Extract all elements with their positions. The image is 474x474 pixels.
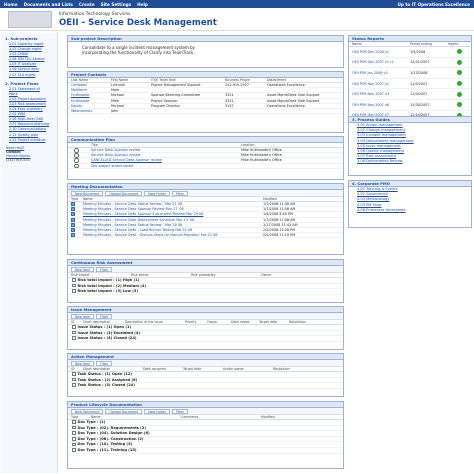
- process_guides-item[interactable]: 3.06 Quality management: [357, 149, 405, 154]
- top-nav-item[interactable]: Site Settings: [100, 1, 132, 7]
- contact-cell: 3321: [225, 93, 234, 98]
- contact-phone: (212) 919-3157: [6, 158, 31, 163]
- expand-icon[interactable]: [72, 278, 76, 282]
- toolbar-button[interactable]: Filter: [96, 267, 112, 272]
- toolbar-button[interactable]: Upload Document: [105, 409, 142, 414]
- meeting-doc-modified: 1/7/2008 11:38 AM: [263, 202, 296, 206]
- status-report-period: 11/30/2007: [410, 102, 430, 107]
- document-icon: [71, 218, 75, 222]
- sidebar-item[interactable]: 1.05 IT Analyzer: [9, 62, 37, 67]
- actions-column-header[interactable]: Target date: [183, 367, 202, 371]
- top-nav: [4, 2, 154, 7]
- contact-cell: [267, 88, 337, 92]
- process-guides-heading: 3. Process Guides: [349, 117, 471, 123]
- top-nav-bar: [0, 0, 474, 8]
- description-heading: Sub-project Description: [68, 36, 343, 42]
- contact-cell: Asset Mgmt/Desk Side Support: [267, 93, 320, 98]
- expand-icon[interactable]: [72, 448, 76, 452]
- communication-heading: Communication Plan: [68, 137, 343, 143]
- lifecycle-column-header[interactable]: Type: [71, 415, 79, 419]
- sidebar-item[interactable]: 2.07 Resource planning: [9, 122, 49, 127]
- document-icon: [71, 228, 75, 232]
- status-report-period: 1/13/2008: [410, 70, 428, 75]
- contact-cell[interactable]: Campbell: [71, 83, 88, 87]
- risk-column-header[interactable]: Risk probability: [191, 273, 216, 277]
- contact-name[interactable]: Michael Kaplan: [6, 154, 31, 159]
- issue-panel: [67, 306, 344, 350]
- group-label: Issue Status : (1) Open (1): [77, 325, 132, 329]
- contact-cell: Operations Excellence: [267, 103, 305, 108]
- lifecycle-column-header[interactable]: Modified: [261, 415, 275, 419]
- risk-column-header[interactable]: Risk status: [131, 273, 149, 277]
- corporate-panel: [348, 180, 472, 228]
- status-col-period[interactable]: Period ending: [410, 42, 432, 46]
- process_guides-item[interactable]: 3.07 Risk assessment: [357, 154, 397, 159]
- description-text: Consolidate to a single incident management system by incorporating the functionality of Clarify into TeamTrack.: [82, 45, 195, 55]
- sidebar-item[interactable]: 2.11 Quality plan: [9, 132, 39, 137]
- meeting-doc-name[interactable]: Meeting Minutes - Service Desk - Discuss Steps for Manual Migration Feb 21 08: [83, 233, 218, 238]
- issues-column-header[interactable]: Date raised: [231, 320, 250, 324]
- status-col-health[interactable]: Health: [448, 42, 459, 46]
- contact-cell: [225, 109, 267, 113]
- toolbar-button[interactable]: Filter: [172, 409, 188, 414]
- recurring-event-icon: [74, 153, 79, 158]
- process-guides-panel: [348, 116, 472, 176]
- doc-type-cell: [71, 218, 83, 222]
- group-label: Doc Type : (08). Construction (2): [77, 436, 144, 441]
- contact-cell: 3321: [225, 98, 234, 103]
- corporate-item[interactable]: 4.04 Methodology: [357, 197, 390, 202]
- toolbar-button[interactable]: New Document: [71, 409, 103, 414]
- sidebar-item[interactable]: 2.06 High-level OBS: [9, 117, 43, 122]
- toolbar-button[interactable]: Filter: [172, 191, 188, 196]
- status-report-name[interactable]: OEII PSR Jan 2008 v3: [352, 70, 388, 75]
- group-label: Issue Status : (3) Escalated (4): [77, 330, 141, 335]
- contact-cell: Operations Excellence: [267, 83, 305, 87]
- contact-cell: [151, 88, 225, 92]
- site-logo: [8, 11, 52, 28]
- group-row[interactable]: [68, 289, 343, 295]
- meeting-docs-heading: Meeting Documentation: [68, 184, 343, 190]
- status-reports-panel: [348, 35, 472, 122]
- contact-cell: [267, 109, 337, 113]
- lifecycle-column-header[interactable]: Name: [91, 415, 101, 419]
- actions-column-header[interactable]: Action owner: [223, 367, 244, 371]
- contacts-column-header[interactable]: First Name: [111, 78, 129, 82]
- status-report-row: [349, 79, 471, 90]
- expand-icon[interactable]: [72, 284, 76, 288]
- issues-column-header[interactable]: Priority: [185, 320, 197, 324]
- sidebar-item[interactable]: 1.03 CMDB: [9, 52, 28, 57]
- expand-icon[interactable]: [72, 378, 76, 382]
- toolbar-button[interactable]: New Folder: [144, 409, 170, 414]
- status-report-row: [349, 68, 471, 79]
- lifecycle-toolbar: [68, 408, 343, 415]
- process_guides-item[interactable]: 3.02 Change management: [357, 128, 406, 133]
- comm-col-location[interactable]: Location: [241, 143, 255, 147]
- contact-cell: Project Management Support: [151, 83, 201, 87]
- contact-cell: 3157: [225, 103, 234, 108]
- expand-icon[interactable]: [72, 383, 76, 387]
- recurring-event-icon: [74, 158, 79, 163]
- actions-column-header[interactable]: Short description: [83, 367, 111, 371]
- communication-location: Mike Hulthwaite's Office: [241, 148, 282, 152]
- actions-column-header[interactable]: Resolution: [273, 367, 290, 371]
- recurring-event-icon: [74, 164, 79, 169]
- expand-icon[interactable]: [72, 372, 76, 376]
- toolbar-button[interactable]: Upload Document: [105, 191, 142, 196]
- contacts-column-header[interactable]: ITOE Team Role: [151, 78, 176, 82]
- group-label: Risk total impact : (1) High (1): [77, 278, 140, 282]
- status-reports-heading: Status Reports: [349, 36, 471, 42]
- sidebar-item[interactable]: 1.01 Capacity mgmt: [9, 42, 44, 46]
- sidebar-item[interactable]: 2.04 Exec summary: [9, 107, 43, 112]
- contact-cell[interactable]: Mahlbeck: [71, 88, 88, 93]
- corporate-heading: 4. Corporate PMO: [349, 181, 471, 187]
- issue-toolbar: [68, 313, 343, 320]
- sidebar-item[interactable]: 2.01 Statement of Work: [9, 86, 40, 96]
- corporate-item[interactable]: 4.01 Training & Events: [357, 187, 398, 191]
- status-report-name[interactable]: OEII PSR Nov 2007 v3: [352, 92, 390, 97]
- meeting-doc-modified: 1/7/2008 11:58 AM: [263, 217, 296, 222]
- contact-cell: Project Sponsor: [151, 98, 178, 103]
- meeting-doc-modified: 1/4/2008 4:45 PM: [263, 212, 293, 217]
- contact-cell[interactable]: Waanszmotc: [71, 108, 93, 113]
- expand-icon[interactable]: [72, 431, 76, 435]
- top-nav-item[interactable]: Home: [4, 1, 18, 7]
- action-panel: [67, 353, 344, 397]
- contact-cell: John: [111, 108, 119, 113]
- group-label: Doc Type : (11). Training (15): [77, 447, 137, 452]
- group-label: Task Status : (3) Closed (24): [77, 383, 135, 388]
- contact-cell: Michael: [111, 103, 124, 108]
- toolbar-button[interactable]: Filter: [96, 361, 112, 366]
- group-row[interactable]: [68, 448, 343, 454]
- toolbar-button[interactable]: New Item: [71, 314, 94, 319]
- sidebar-item[interactable]: 2.05 WBS: [9, 112, 26, 117]
- status-report-name[interactable]: OEII PSR Nov 2007 v6: [352, 102, 390, 107]
- process_guides-item[interactable]: 3.04 Deliverables management: [357, 138, 414, 143]
- top-nav-item[interactable]: Help: [137, 1, 148, 7]
- status-report-row: [349, 58, 471, 69]
- corporate-item[interactable]: 4.06 Primavera timesheets: [357, 207, 406, 212]
- sidebar-item[interactable]: 1.06 Service desk: [9, 67, 40, 72]
- sidebar-item[interactable]: 2.12 Project schedule: [9, 137, 46, 142]
- health-indicator-icon: [457, 49, 462, 54]
- contact-cell: 212-919-2927: [225, 83, 250, 87]
- sidebar-section-heading[interactable]: 2. Project Plans: [5, 80, 39, 86]
- sync-icon: [71, 164, 91, 168]
- toolbar-button[interactable]: New Folder: [144, 191, 170, 196]
- communication-title[interactable]: Service Desk-Sponsor review: [91, 148, 141, 152]
- communication-panel: [67, 136, 344, 180]
- contact-cell: Lorraine: [111, 83, 125, 87]
- status-report-name[interactable]: OEII PSR Dec 2007 v1 r1: [352, 60, 394, 65]
- status-report-row: [349, 47, 471, 58]
- sidebar-item[interactable]: 1.02 Change mgmt: [9, 47, 42, 52]
- meeting-col-name[interactable]: Name: [83, 197, 93, 201]
- expand-icon[interactable]: [72, 336, 76, 340]
- contacts-heading: Project Contacts: [68, 72, 343, 78]
- document-icon: [71, 212, 75, 216]
- meeting-doc-name[interactable]: Meeting Minutes - Service Desk Sponsor Sub-project Review Mar 29 08: [83, 212, 204, 217]
- document-icon: [71, 207, 75, 211]
- expand-icon[interactable]: [72, 289, 76, 293]
- status-report-name[interactable]: OEII PSR Nov 2007 v1: [352, 81, 390, 86]
- expand-icon[interactable]: [72, 437, 76, 441]
- status-report-row: [349, 89, 471, 100]
- group-label: Task Status : (2) Assigned (8): [77, 377, 138, 382]
- sidebar-section-heading[interactable]: 1. Sub-projects: [5, 36, 38, 41]
- issues-column-header[interactable]: Target date: [259, 320, 278, 324]
- health-indicator-icon: [457, 81, 462, 86]
- toolbar-button[interactable]: New Document: [71, 191, 103, 196]
- communication-location: Mike Hulthwaite's Office: [241, 158, 282, 163]
- contacts-column-header[interactable]: Department: [267, 78, 287, 82]
- issues-column-header[interactable]: Owner: [207, 320, 218, 324]
- meeting-doc-name[interactable]: Meeting Minutes - Service Desk Status Review - Mar 28 08: [83, 222, 183, 227]
- communication-location: Mike Hulthwaite's Office: [241, 153, 282, 158]
- meeting-docs-panel: [67, 183, 344, 255]
- sidebar-item[interactable]: 1.07 SLA mgmt: [9, 72, 36, 77]
- contacts-column-header[interactable]: Last Name: [71, 78, 89, 82]
- corporate-item[interactable]: 4.05 PM Tools: [357, 202, 382, 207]
- communication-title[interactable]: Service Desk-Sponsor review: [91, 153, 141, 158]
- left-sidebar: [1, 33, 58, 473]
- status-report-name[interactable]: OEII PSR Dec 2008 v1: [352, 49, 390, 54]
- sidebar-item[interactable]: 2.03 Risk assessment: [9, 101, 46, 106]
- group-row[interactable]: [68, 336, 343, 342]
- issue-heading: Issue Management: [68, 307, 343, 313]
- doc-type-cell: [71, 202, 83, 206]
- risk-column-header[interactable]: Risk impact: [71, 273, 90, 277]
- document-icon: [71, 223, 75, 227]
- document-icon: [71, 202, 75, 206]
- meeting-doc-modified: 2/4/2008 11:19 PM: [263, 233, 296, 238]
- toolbar-button[interactable]: Filter: [96, 314, 112, 319]
- description-panel: [67, 35, 344, 68]
- doc-type-cell: [71, 223, 83, 227]
- action-heading: Action Management: [68, 354, 343, 360]
- contact-cell: Program Director: [151, 103, 181, 108]
- group-label: Doc Type : (02). Requirements (2): [77, 425, 146, 430]
- issues-column-header[interactable]: Short description: [83, 320, 111, 324]
- health-indicator-icon: [457, 60, 462, 65]
- top-nav-item[interactable]: Create: [78, 1, 95, 7]
- issues-column-header[interactable]: Description of the issue: [125, 320, 163, 324]
- contact-cell: Mike: [111, 98, 119, 103]
- contact-cell: Michael: [111, 93, 124, 98]
- lifecycle-heading: Product Lifecycle Documentation: [68, 402, 343, 408]
- health-indicator-icon: [457, 102, 462, 107]
- meeting-doc-name[interactable]: Meeting Minutes - Service Desk Sponsor Review Mar 17 '08: [83, 207, 184, 212]
- meeting-doc-modified: 1/7/2008 11:58 AM: [263, 207, 296, 212]
- meeting-col-type[interactable]: Type: [71, 197, 79, 201]
- health-indicator-icon: [457, 92, 462, 97]
- risk-heading: Continuous Risk Assessment: [68, 260, 343, 266]
- group-label: Doc Type : (1): [77, 420, 106, 424]
- group-label: Doc Type : (04). Solution Design (6): [77, 431, 150, 436]
- status-report-period: 11/9/2007: [410, 92, 428, 97]
- corporate-item[interactable]: 4.02 Governance: [357, 192, 388, 197]
- contact-cell[interactable]: Hulthwaite: [71, 93, 90, 98]
- lifecycle-panel: [67, 401, 344, 469]
- meeting-doc-name[interactable]: Meeting Minutes - Service Desk - Load Runner Testing Feb 22 08: [83, 227, 193, 232]
- process_guides-item[interactable]: 3.08 Deliverables Review: [357, 159, 403, 164]
- status-report-period: 12/31/2007: [410, 60, 430, 65]
- contacts-panel: [67, 71, 344, 133]
- contact-cell: [225, 88, 267, 92]
- meeting-doc-row: [68, 233, 343, 238]
- contact-cell: Asset Mgmt/Desk Side Support: [267, 98, 320, 103]
- process_guides-item[interactable]: 3.03 Incident management: [357, 133, 406, 138]
- doc-type-cell: [71, 228, 83, 232]
- sidebar-item[interactable]: 2.10 Communications: [9, 127, 47, 132]
- doc-type-cell: [71, 233, 83, 237]
- actions-column-header[interactable]: ID: [71, 367, 75, 371]
- group-label: Risk total impact : (2) Medium (4): [77, 283, 147, 288]
- meeting-doc-modified: 1/17/2008 11:43 AM: [263, 222, 298, 227]
- sync-icon: [71, 153, 91, 157]
- comm-col-title[interactable]: Title: [91, 143, 98, 147]
- group-label: Task Status : (1) Open (12): [77, 372, 132, 376]
- status-report-period: 1/5/2008: [410, 49, 426, 54]
- contact-cell: Mark: [111, 88, 120, 93]
- lifecycle-column-header[interactable]: Comments: [181, 415, 199, 419]
- site-name: Information Technology Services: [59, 12, 131, 17]
- actions-column-header[interactable]: Date assigned: [143, 367, 166, 371]
- status-col-name[interactable]: Name: [352, 42, 362, 46]
- contact-row: [68, 109, 343, 114]
- sync-icon: [71, 158, 91, 162]
- meeting-docs-toolbar: [68, 190, 343, 197]
- meeting-doc-modified: 2/4/2008 11:28 PM: [263, 227, 296, 232]
- group-label: Doc Type : (10). Testing (5): [77, 442, 133, 447]
- risk-panel: [67, 259, 344, 303]
- group-row[interactable]: [68, 383, 343, 389]
- communication-row: [68, 164, 343, 169]
- group-label: Risk total impact : (3) Low (3): [77, 289, 139, 294]
- sidebar-item[interactable]: 2.02 Project approach: [9, 96, 47, 101]
- contact-cell: [151, 109, 225, 113]
- contacts-column-header[interactable]: Business Phone: [225, 78, 250, 82]
- sidebar-item[interactable]: 1.04 ISM TEC-Serena: [9, 57, 45, 62]
- top-nav-item[interactable]: Documents and Lists: [23, 1, 73, 7]
- up-to-parent-link[interactable]: Up to IT Operations Excellence: [397, 1, 470, 7]
- contact-cell: Sponsor/Steering Committee: [151, 93, 201, 98]
- expand-icon[interactable]: [72, 325, 76, 329]
- recurring-event-icon: [74, 148, 79, 153]
- process_guides-item[interactable]: 3.05 Issue management: [357, 143, 401, 148]
- issues-column-header[interactable]: ID: [71, 320, 75, 324]
- expand-icon[interactable]: [72, 420, 76, 424]
- help-link[interactable]: Need Help?: [6, 145, 25, 150]
- communication-title[interactable]: CANCELLED-Service Desk-Sponsor review: [91, 158, 162, 163]
- sync-icon: [71, 148, 91, 152]
- page-title: OEII - Service Desk Management: [59, 18, 217, 28]
- doc-type-cell: [71, 212, 83, 216]
- health-indicator-icon: [457, 70, 462, 75]
- expand-icon[interactable]: [72, 443, 76, 447]
- risk-column-header[interactable]: Owner: [261, 273, 272, 277]
- status-report-row: [349, 100, 471, 111]
- process_guides-item[interactable]: 3.01 Action management: [357, 123, 403, 127]
- risk-toolbar: [68, 266, 343, 273]
- issues-column-header[interactable]: Resolution: [289, 320, 306, 324]
- status-report-period: 11/3/2007: [410, 81, 428, 86]
- meeting-doc-name[interactable]: Meeting Minutes - Service Desk Deployment Schedule Mar 13 '08: [83, 217, 195, 222]
- meeting-col-modified[interactable]: Modified: [263, 197, 277, 201]
- communication-title[interactable]: Sub-project status report: [91, 163, 134, 168]
- doc-type-cell: [71, 207, 83, 211]
- contact-label: Contact:: [6, 149, 22, 154]
- document-icon: [71, 233, 75, 237]
- expand-icon[interactable]: [72, 426, 76, 430]
- action-toolbar: [68, 360, 343, 367]
- toolbar-button[interactable]: New Item: [71, 267, 94, 272]
- contact-cell[interactable]: Kaplan: [71, 103, 83, 108]
- toolbar-button[interactable]: New Item: [71, 361, 94, 366]
- expand-icon[interactable]: [72, 331, 76, 335]
- group-label: Issue Status : (4) Closed (24): [77, 336, 137, 341]
- contact-cell[interactable]: Hulthwaite: [71, 98, 90, 103]
- meeting-doc-name[interactable]: Meeting Minutes - Service Desk Status Review - Mar 21 08: [83, 202, 183, 206]
